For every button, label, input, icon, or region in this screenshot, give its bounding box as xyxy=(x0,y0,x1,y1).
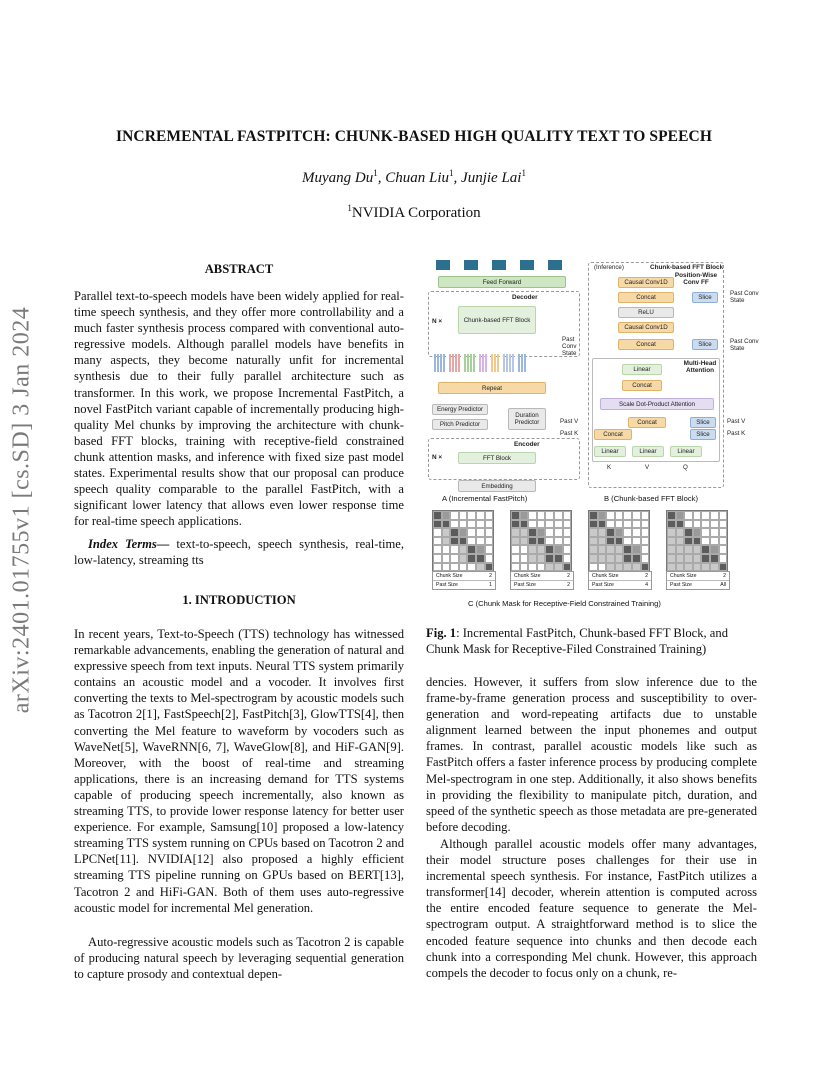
introduction-heading: 1. INTRODUCTION xyxy=(182,593,296,607)
mask-param-label: Past Size xyxy=(436,582,458,588)
encoder-label: Encoder xyxy=(514,441,540,448)
linear-out-box: Linear xyxy=(622,364,662,375)
repeat-box: Repeat xyxy=(438,382,546,394)
mha-label: Multi-Head Attention xyxy=(683,360,717,374)
slice-v-box: Slice xyxy=(690,417,716,428)
duration-predictor-box: Duration Predictor xyxy=(508,408,546,430)
past-conv-state-label: Past Conv State xyxy=(562,336,577,357)
mask-param-label: Chunk Size xyxy=(436,573,463,579)
past-k-label: Past K xyxy=(560,430,579,437)
encoded-features xyxy=(434,354,526,372)
concat-v-box: Concat xyxy=(628,417,666,428)
slice-box: Slice xyxy=(692,292,718,303)
mask-param-value: 4 xyxy=(645,582,648,588)
past-k-out-label: Past K xyxy=(727,430,746,437)
mask-settings-table xyxy=(432,571,496,590)
right-paragraph-2: Although parallel acoustic models offer many advantages, their model structure poses challenges for their use in incremental speech synthesis. For instance, FastPitch utilizes a transformer[14] decoder, wherein attention is computed across the entire encoded feature sequence to generate the Mel-spectrogram output. A straightforward method is to slice the encoded feature sequence into chunks and then decode each chunk into a corresponding Mel chunk. However, this approach compels the decoder to focus only on a chunk, re- xyxy=(426,837,757,980)
chunk-mask-grid xyxy=(510,510,572,572)
abstract-heading: ABSTRACT xyxy=(204,262,274,276)
slice-box: Slice xyxy=(692,339,718,350)
position-wise-label: Position-Wise Conv FF xyxy=(674,272,718,286)
mask-param-value: 2 xyxy=(567,582,570,588)
energy-predictor-box: Energy Predictor xyxy=(432,404,488,415)
pitch-predictor-box: Pitch Predictor xyxy=(432,419,488,430)
author-name: Junjie Lai xyxy=(461,170,522,186)
concat-box: Concat xyxy=(622,380,662,391)
paper-title: INCREMENTAL FASTPITCH: CHUNK-BASED HIGH QUALITY TEXT TO SPEECH xyxy=(115,128,713,145)
panel-a-label: A (Incremental FastPitch) xyxy=(442,494,528,503)
mel-chunk-image xyxy=(548,260,562,270)
past-conv-state-label: Past Conv State xyxy=(730,338,759,352)
intro-paragraph-1: In recent years, Text-to-Speech (TTS) technology has witnessed remarkable advancements, enabling the generation of natural and expressive speech from text inputs. Neural TTS system primarily contains an acoustic model and a vocoder. It involves first converting the texts to Mel-spectrogram by acoustic models such as Tacotron 2[1], FastSpeech[2], FastPitch[3], GlowTTS[4], then converting the Mel feature to waveform by vocoders such as WaveNet[5], WaveRNN[6, 7], WaveGlow[8], and HiF-GAN[9]. Moreover, with the boost of real-time and streaming applications, there is an increasing demand for TTS systems capable of producing speech incrementally, also known as streaming TTS, to provide lower response latency for better user experience. For example, Samsung[10] proposed a low-latency streaming TTS system running on CPUs based on Tacotron 2 and LPCNet[11]. NVIDIA[12] also proposed a highly efficient streaming TTS pipeline running on GPUs based on BERT[13], Tacotron 2 and HiFi-GAN. Both of them uses auto-regressive acoustic model for incremental Mel generation. xyxy=(74,627,404,915)
n-times-label: N × xyxy=(432,318,443,325)
concat-box: Concat xyxy=(618,339,674,350)
chunk-fft-title: Chunk-based FFT Block xyxy=(650,264,724,271)
past-v-label: Past V xyxy=(560,418,579,425)
mel-chunk-image xyxy=(436,260,450,270)
mask-param-label: Chunk Size xyxy=(592,573,619,579)
mask-param-label: Chunk Size xyxy=(670,573,697,579)
mel-chunk-image xyxy=(520,260,534,270)
decoder-label: Decoder xyxy=(512,294,538,301)
causal-conv1d-top: Causal Conv1D xyxy=(618,277,674,288)
past-conv-state-label: Past Conv State xyxy=(730,290,759,304)
mask-param-value: 2 xyxy=(489,573,492,579)
embedding-box: Embedding xyxy=(458,480,536,492)
v-label: V xyxy=(645,464,650,471)
sdpa-box: Scale Dot-Product Attention xyxy=(600,398,714,410)
chunk-mask-grid xyxy=(588,510,650,572)
author-name: Muyang Du xyxy=(302,170,374,186)
abstract-text: Parallel text-to-speech models have been widely applied for real-time speech synthesis, and they offer more controllability and a much faster synthesis process compared with conventional auto-regressive models. Although parallel models have benefits in many aspects, they become naturally unfit for incremental synthesis due to their fully parallel architecture such as transformer. In this work, we propose Incremental FastPitch, a novel FastPitch variant capable of incrementally producing high-quality Mel chunks by improving the architecture with chunk-based FFT blocks, training with receptive-field constrained chunk attention masks, and inference with fixed size past model states. Experimental results show that our proposal can produce speech quality comparable to the parallel FastPitch, with a significant lower latency that allows even lower response time for real-time speech applications. xyxy=(74,289,404,529)
past-v-out-label: Past V xyxy=(727,418,746,425)
chunk-mask-grid xyxy=(666,510,728,572)
mask-param-label: Past Size xyxy=(670,582,692,588)
concat-k-box: Concat xyxy=(594,429,632,440)
mask-settings-table xyxy=(510,571,574,590)
intro-paragraph-2: Auto-regressive acoustic models such as Tacotron 2 is capable of producing natural speech by leveraging sequential generation to capture prosody and contextual depen- xyxy=(74,935,404,982)
relu-box: ReLU xyxy=(618,307,674,318)
k-label: K xyxy=(607,464,612,471)
right-paragraph-1: dencies. However, it suffers from slow inference due to the frame-by-frame generation process and susceptibility to over-generation and word-repeating artifacts due to unstable alignment learned between the input phonemes and output frames. In contrast, parallel acoustic models like such as FastPitch offers a faster inference process by producing complete Mel-spectrogram in one step. Additionally, it also shows benefits in providing the flexibility to manipulate pitch, duration, and speed of the synthetic speech as those metadata are pre-generated before decoding. xyxy=(426,675,757,834)
linear-q-box: Linear xyxy=(670,446,702,457)
mask-param-label: Past Size xyxy=(592,582,614,588)
mask-param-value: 1 xyxy=(489,582,492,588)
mask-settings-table xyxy=(666,571,730,590)
author-list: Muyang Du$^1$, Chuan Liu$^1$, Junjie Lai$^1$ xyxy=(302,168,526,186)
mask-param-value: 2 xyxy=(723,573,726,579)
chunk-mask-grid xyxy=(432,510,494,572)
mask-param-value: 2 xyxy=(567,573,570,579)
panel-b-label: B (Chunk-based FFT Block) xyxy=(604,494,698,503)
q-label: Q xyxy=(683,464,688,471)
panel-c-label: C (Chunk Mask for Receptive-Field Constrained Training) xyxy=(468,599,661,608)
concat-box: Concat xyxy=(618,292,674,303)
mask-param-label: Past Size xyxy=(514,582,536,588)
mask-param-value: 2 xyxy=(645,573,648,579)
causal-conv1d-bottom: Causal Conv1D xyxy=(618,322,674,333)
slice-k-box: Slice xyxy=(690,429,716,440)
arxiv-stamp: arXiv:2401.01755v1 [cs.SD] 3 Jan 2024 xyxy=(8,306,35,714)
affiliation: $^1$NVIDIA Corporation xyxy=(347,203,481,221)
author-name: Chuan Liu xyxy=(385,170,450,186)
feed-forward-box: Feed Forward xyxy=(438,276,566,288)
linear-v-box: Linear xyxy=(632,446,664,457)
inference-label: (Inference) xyxy=(594,264,624,271)
figure-1 xyxy=(428,258,758,614)
mask-settings-table xyxy=(588,571,652,590)
fft-block-box: FFT Block xyxy=(458,452,536,464)
n-times-label: N × xyxy=(432,454,443,461)
mel-chunk-image xyxy=(464,260,478,270)
chunk-fft-box: Chunk-based FFT Block xyxy=(458,306,536,334)
mask-param-label: Chunk Size xyxy=(514,573,541,579)
index-terms: Index Terms— text-to-speech, speech synthesis, real-time, low-latency, streaming tts xyxy=(74,537,404,568)
figure-caption: Fig. 1: Incremental FastPitch, Chunk-based FFT Block, and Chunk Mask for Receptive-Filed Constrained Training) xyxy=(426,626,728,657)
mel-chunk-image xyxy=(492,260,506,270)
mask-param-value: All xyxy=(720,582,726,588)
linear-k-box: Linear xyxy=(594,446,626,457)
